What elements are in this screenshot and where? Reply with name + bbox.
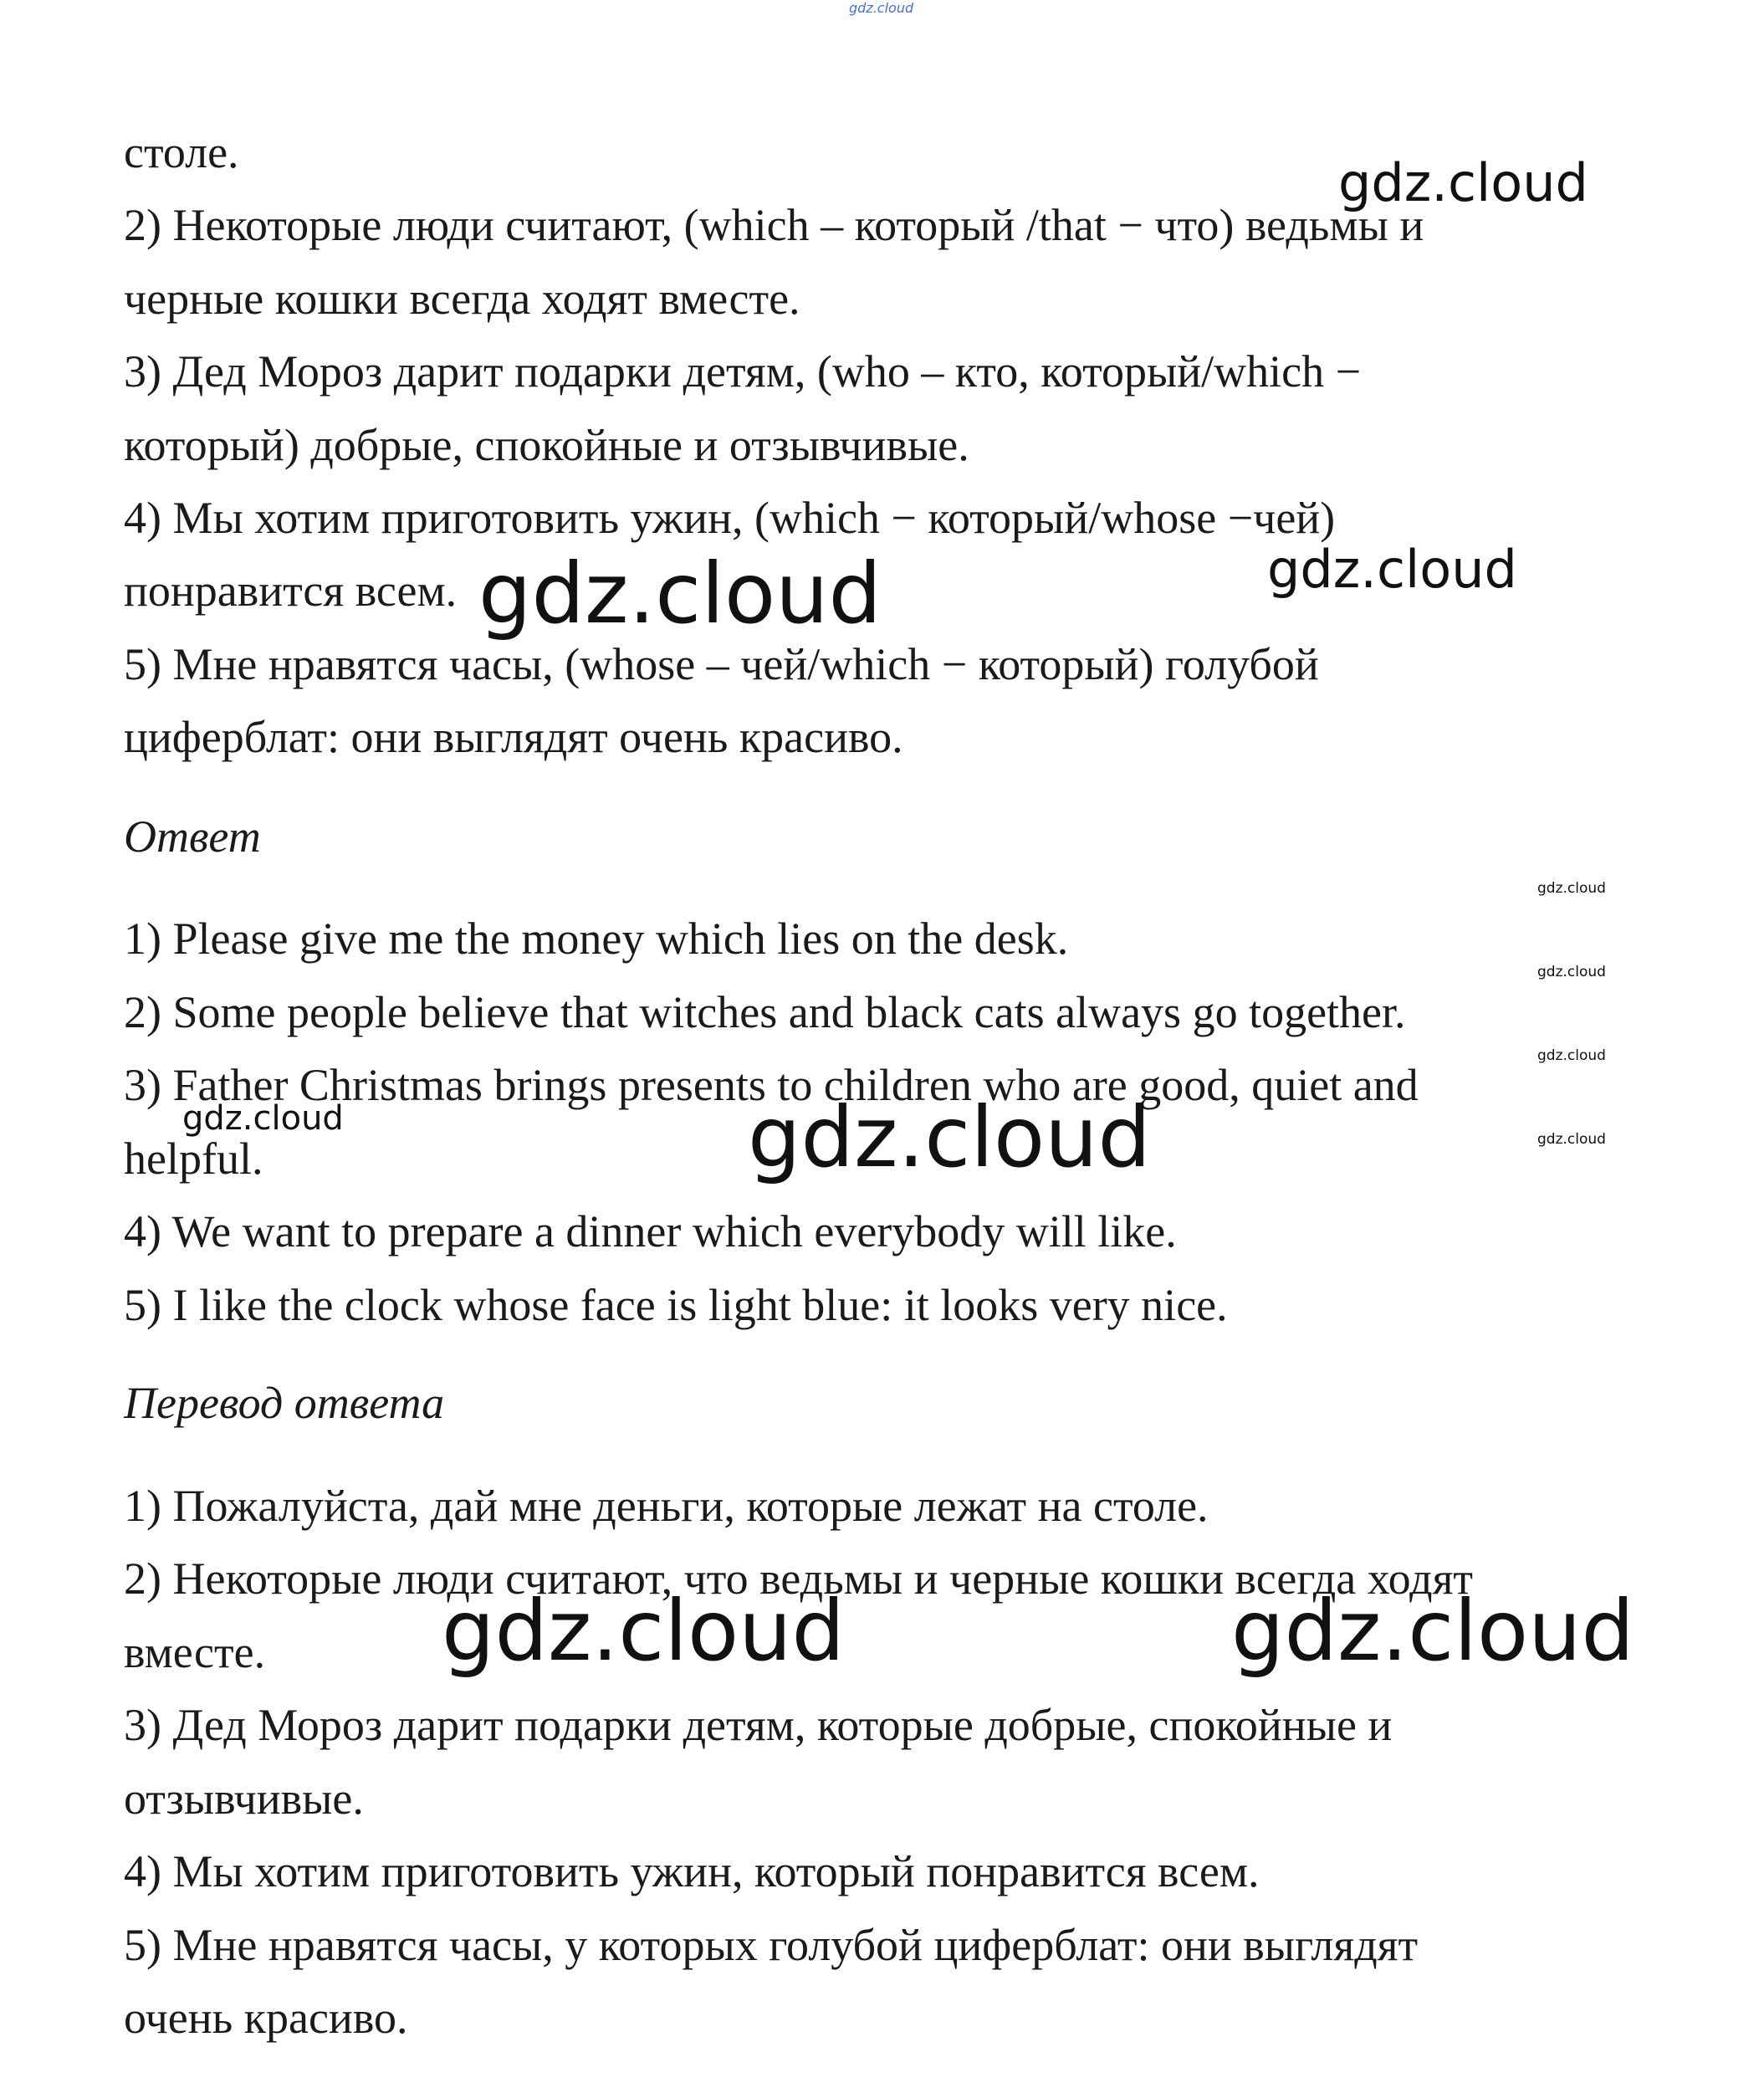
watermark: gdz.cloud <box>1537 1131 1606 1148</box>
answer-line-1: 1) Please give me the money which lies on the desk. <box>124 914 1069 964</box>
watermark: gdz.cloud <box>478 545 882 642</box>
answer-line-4: helpful. <box>124 1134 263 1184</box>
translation-line-2: 2) Некоторые люди считают, что ведьмы и черные кошки всегда ходят <box>124 1553 1474 1604</box>
translation-line-1: 1) Пожалуйста, дай мне деньги, которые лежат на столе. <box>124 1481 1209 1531</box>
answer-line-5: 4) We want to prepare a dinner which everybody will like. <box>124 1206 1177 1256</box>
translation-line-7: 5) Мне нравятся часы, у которых голубой циферблат: они выглядят <box>124 1920 1419 1970</box>
question-line-4: 3) Дед Мороз дарит подарки детям, (who – кто, который/which − <box>124 346 1362 397</box>
translation-line-8: очень красиво. <box>124 1993 408 2043</box>
translation-heading: Перевод ответа <box>124 1378 445 1428</box>
watermark: gdz.cloud <box>1338 152 1588 213</box>
translation-line-5: отзывчивые. <box>124 1773 364 1824</box>
question-line-1: столе. <box>124 127 239 177</box>
question-line-3: черные кошки всегда ходят вместе. <box>124 274 800 324</box>
question-line-5: который) добрые, спокойные и отзывчивые. <box>124 420 969 470</box>
question-line-8: 5) Мне нравятся часы, (whose – чей/which − который) голубой <box>124 639 1319 689</box>
translation-line-6: 4) Мы хотим приготовить ужин, который понравится всем. <box>124 1846 1260 1896</box>
question-line-9: циферблат: они выглядят очень красиво. <box>124 712 903 762</box>
translation-line-3: вместе. <box>124 1627 266 1677</box>
watermark: gdz.cloud <box>1537 964 1606 980</box>
watermark: gdz.cloud <box>442 1582 846 1680</box>
answer-heading: Ответ <box>124 811 261 862</box>
answer-line-6: 5) I like the clock whose face is light blue: it looks very nice. <box>124 1280 1228 1330</box>
watermark: gdz.cloud <box>182 1099 344 1138</box>
question-line-6: 4) Мы хотим приготовить ужин, (which − который/whose −чей) <box>124 493 1336 543</box>
watermark-top: gdz.cloud <box>849 0 914 16</box>
watermark: gdz.cloud <box>1267 539 1517 600</box>
watermark: gdz.cloud <box>1537 880 1606 897</box>
watermark: gdz.cloud <box>748 1088 1152 1186</box>
question-line-7: понравится всем. <box>124 566 458 616</box>
answer-line-2: 2) Some people believe that witches and black cats always go together. <box>124 987 1406 1037</box>
translation-line-4: 3) Дед Мороз дарит подарки детям, которые добрые, спокойные и <box>124 1700 1393 1750</box>
answer-line-3: 3) Father Christmas brings presents to children who are good, quiet and <box>124 1060 1419 1110</box>
watermark: gdz.cloud <box>1537 1047 1606 1064</box>
watermark: gdz.cloud <box>1231 1582 1635 1680</box>
question-line-2: 2) Некоторые люди считают, (which – который /that − что) ведьмы и <box>124 200 1424 250</box>
